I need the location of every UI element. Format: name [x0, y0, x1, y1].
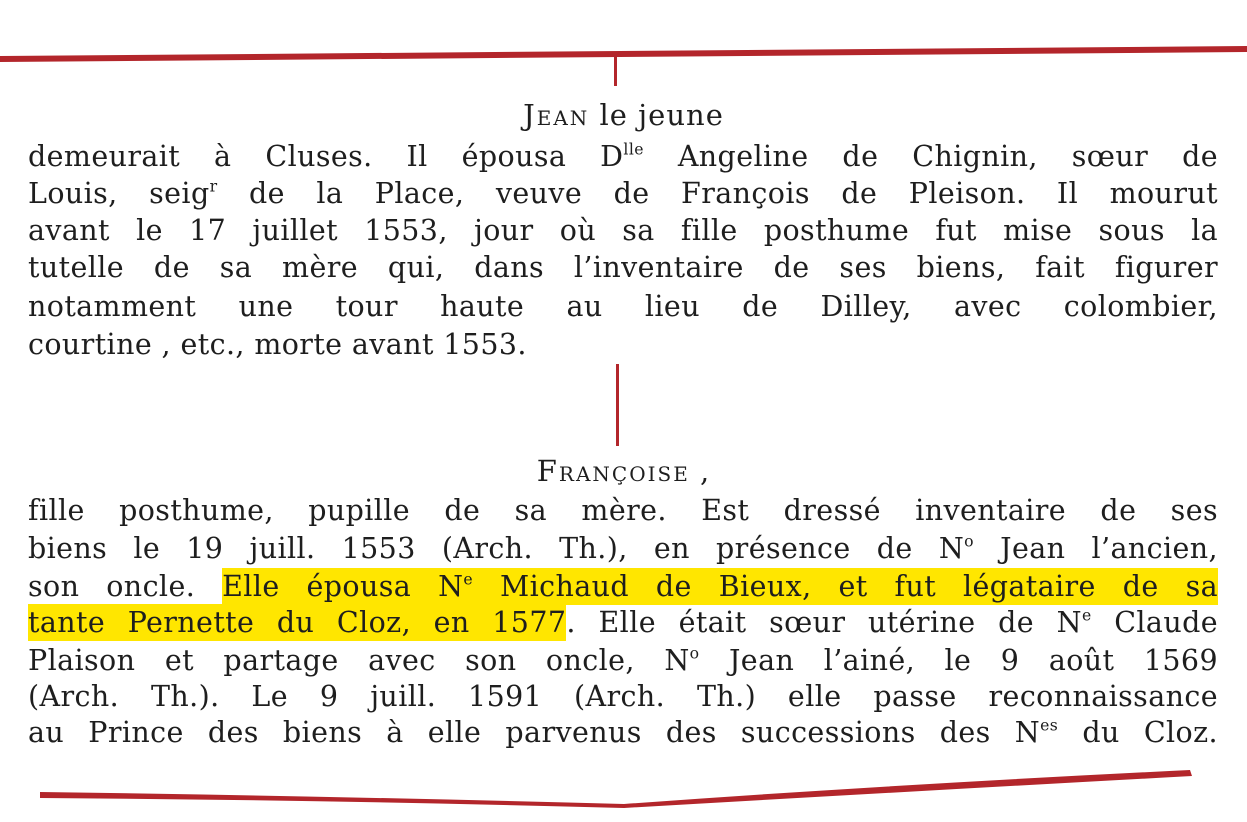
- heading-name: Françoise: [536, 454, 690, 488]
- top-rule: [0, 38, 1247, 78]
- highlighted-text: tante Pernette du Cloz, en 1577: [28, 606, 567, 639]
- heading-name: Jean: [523, 98, 590, 132]
- heading-rest: ,: [689, 454, 711, 488]
- text-line: au Prince des biens à elle parvenus des successions des $N^{es}$ du Cloz.: [28, 715, 1218, 749]
- middle-stem: [616, 364, 619, 446]
- bottom-rule: [0, 768, 1247, 818]
- highlighted-text: Elle épousa $N^e$ Michaud de Bieux, et fut légataire de sa: [222, 569, 1218, 603]
- text-line: tante Pernette du Cloz, en 1577. Elle était sœur utérine de $N^e$ Claude: [28, 605, 1218, 639]
- heading-jean: [0, 98, 1247, 132]
- heading-rest: le jeune: [589, 98, 724, 132]
- text-line: fille posthume, pupille de sa mère. Est dressé inventaire de ses: [28, 494, 1218, 527]
- text-line: courtine , etc., morte avant 1553.: [28, 328, 527, 361]
- text-line: notamment une tour haute au lieu de Dilley, avec colombier,: [28, 290, 1218, 323]
- top-stem: [614, 52, 617, 86]
- text-line: tutelle de sa mère qui, dans l’inventaire de ses biens, fait figurer: [28, 251, 1218, 284]
- heading-francoise: [0, 454, 1247, 488]
- text-line: demeurait à Cluses. Il épousa $D^{lle}$ Angeline de Chignin, sœur de: [28, 139, 1218, 173]
- text-line: avant le 17 juillet 1553, jour où sa fille posthume fut mise sous la: [28, 214, 1218, 247]
- text-line: (Arch. Th.). Le 9 juill. 1591 (Arch. Th.) elle passe reconnaissance: [28, 680, 1218, 713]
- text-line: son oncle. Elle épousa $N^e$ Michaud de Bieux, et fut légataire de sa: [28, 569, 1218, 603]
- text-line: biens le 19 juill. 1553 (Arch. Th.), en présence de $N^o$ Jean l’ancien,: [28, 531, 1218, 565]
- text-line: Louis, seig$^r$ de la Place, veuve de François de Pleison. Il mourut: [28, 176, 1218, 210]
- text-line: Plaison et partage avec son oncle, $N^o$ Jean l’ainé, le 9 août 1569: [28, 643, 1218, 677]
